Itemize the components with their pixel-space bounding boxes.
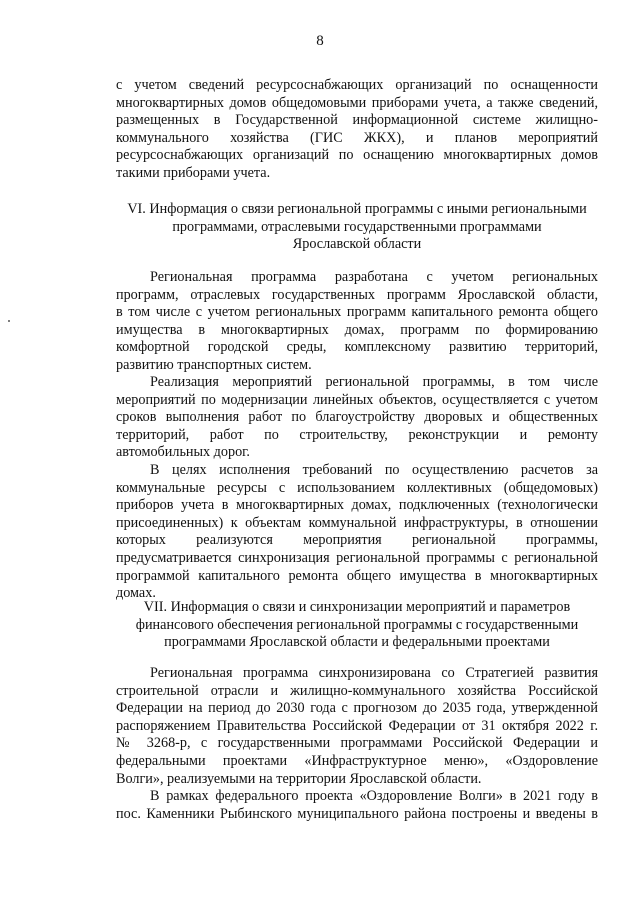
section-6-paragraph-3 — [116, 462, 598, 603]
heading-line: программами, отраслевыми государственными программами — [172, 218, 542, 235]
text-line: такими приборами учета. — [116, 164, 271, 181]
text-line: программ, отраслевых государственных программ Ярославской области, — [116, 286, 598, 303]
text-line: В целях исполнения требований по осуществлению расчетов за — [150, 462, 598, 478]
text-line: многоквартирных домов общедомовыми приборами учета, а также сведений, — [116, 94, 598, 111]
section-7-paragraph-1 — [116, 665, 598, 788]
text-line: Региональная программа синхронизирована со Стратегией развития — [150, 665, 598, 681]
text-line: с учетом сведений ресурсоснабжающих организаций по оснащенности — [116, 77, 598, 93]
text-line: Федерации на период до 2030 года с прогнозом до 2035 года, утвержденной — [116, 700, 598, 717]
text-line: домах. — [116, 585, 156, 602]
text-line: территорий, работ по строительству, реконструкции и ремонту — [116, 426, 598, 443]
text-line: строительной отрасли и жилищно-коммунального хозяйства Российской — [116, 682, 598, 699]
text-line: федеральными проектами «Инфраструктурное меню», «Оздоровление — [116, 752, 598, 769]
text-line: пос. Каменники Рыбинского муниципального района построены и введены в — [116, 805, 598, 822]
paragraph-intro — [116, 77, 598, 183]
text-line: размещенных в Государственной информационной системе жилищно- — [116, 112, 598, 129]
section-6-paragraph-1 — [116, 269, 598, 375]
text-line: присоединенных) к объектам коммунальной инфраструктуры, в отношении — [116, 514, 598, 531]
text-line: которых реализуются мероприятия региональной программы, — [116, 532, 598, 549]
section-7-paragraph-2 — [116, 788, 598, 823]
text-line: развитию транспортных систем. — [116, 356, 312, 373]
heading-line: финансового обеспечения региональной программы с государственными — [135, 616, 579, 633]
text-line: предусматривается синхронизация региональной программы с региональной — [116, 549, 598, 566]
heading-line: программами Ярославской области и федеральными проектами — [164, 634, 550, 651]
page-number: 8 — [316, 33, 324, 49]
text-line: сроков выполнения работ по благоустройству дворовых и общественных — [116, 409, 598, 426]
text-line: мероприятий по модернизации линейных объектов, осуществляется с учетом — [116, 391, 598, 408]
scan-speck — [8, 320, 10, 322]
section-7-heading — [116, 599, 598, 652]
text-line: автомобильных дорог. — [116, 444, 250, 461]
text-line: В рамках федерального проекта «Оздоровление Волги» в 2021 году в — [150, 788, 598, 804]
heading-line: VII. Информация о связи и синхронизации мероприятий и параметров — [143, 599, 571, 615]
text-line: в том числе с учетом региональных программ капитального ремонта общего — [116, 304, 598, 321]
section-6-heading — [116, 201, 598, 254]
heading-line: Ярославской области — [292, 236, 422, 253]
text-line: № 3268-р, с государственными программами Российской Федерации и — [116, 735, 598, 752]
heading-line: VI. Информация о связи региональной программы с иными региональными — [127, 201, 587, 217]
text-line: Волги», реализуемыми на территории Ярославской области. — [116, 770, 482, 787]
text-line: ресурсоснабжающих организаций по оснащению многоквартирных домов — [116, 147, 598, 164]
text-line: коммунального хозяйства (ГИС ЖКХ), и планов мероприятий — [116, 129, 598, 146]
text-line: имущества в многоквартирных домах, программ по формированию — [116, 321, 598, 338]
text-line: программой капитального ремонта общего имущества в многоквартирных — [116, 567, 598, 584]
text-line: приборов учета в многоквартирных домах, подключенных (технологически — [116, 497, 598, 514]
section-6-paragraph-2 — [116, 374, 598, 462]
text-line: Региональная программа разработана с учетом региональных — [150, 269, 598, 285]
text-line: распоряжением Правительства Российской Федерации от 31 октября 2022 г. — [116, 717, 598, 734]
text-line: комфортной городской среды, комплексному развитию территорий, — [116, 339, 598, 356]
text-line: Реализация мероприятий региональной программы, в том числе — [150, 374, 598, 390]
text-line: коммунальные ресурсы с использованием коллективных (общедомовых) — [116, 479, 598, 496]
